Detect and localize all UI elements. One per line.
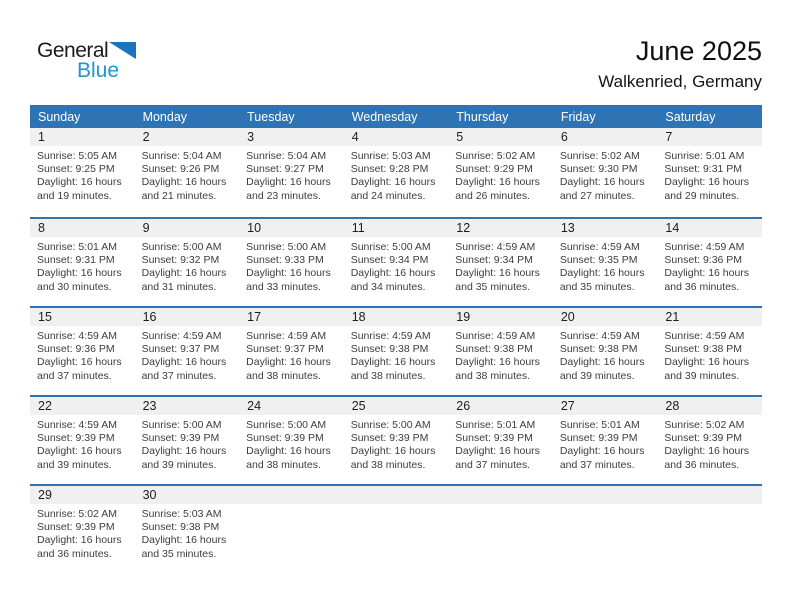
sunrise-text: Sunrise: 4:59 AM xyxy=(350,330,431,342)
day-details xyxy=(657,326,762,383)
sunrise-text: Sunrise: 4:59 AM xyxy=(246,330,327,342)
sunrise-text: Sunrise: 5:01 AM xyxy=(559,419,640,431)
sunrise-text: Sunrise: 5:03 AM xyxy=(141,508,222,520)
day-number: 12 xyxy=(448,219,553,237)
day-cell-4 xyxy=(344,128,449,217)
weekday-header-saturday: Saturday xyxy=(665,109,716,124)
sunrise-text: Sunrise: 4:59 AM xyxy=(455,241,536,253)
day-cell-2 xyxy=(135,128,240,217)
month-title: June 2025 xyxy=(635,36,762,66)
day-number xyxy=(553,486,658,504)
daylight-text: Daylight: 16 hours and 38 minutes. xyxy=(455,356,540,382)
day-cell-29 xyxy=(30,486,135,573)
sunset-text: Sunset: 9:30 PM xyxy=(559,163,638,176)
sunset-text: Sunset: 9:26 PM xyxy=(141,163,220,176)
week-row-3 xyxy=(30,306,762,395)
day-cell-7 xyxy=(657,128,762,217)
page-header xyxy=(0,0,792,105)
sunset-text: Sunset: 9:38 PM xyxy=(455,343,533,356)
sunrise-text: Sunrise: 5:00 AM xyxy=(246,419,327,431)
daylight-text: Daylight: 16 hours and 19 minutes. xyxy=(37,176,122,202)
sunset-text: Sunset: 9:31 PM xyxy=(37,254,115,267)
day-cell-12 xyxy=(448,219,553,306)
daylight-text: Daylight: 16 hours and 36 minutes. xyxy=(664,445,750,471)
calendar-grid xyxy=(30,105,762,573)
daylight-text: Daylight: 16 hours and 24 minutes. xyxy=(350,176,436,202)
day-details xyxy=(30,146,135,203)
day-details xyxy=(553,146,658,203)
sunset-text: Sunset: 9:34 PM xyxy=(350,254,429,267)
day-number: 11 xyxy=(344,219,449,237)
sunrise-text: Sunrise: 5:00 AM xyxy=(141,419,222,431)
day-number: 6 xyxy=(553,128,658,146)
day-details xyxy=(239,146,344,203)
sunset-text: Sunset: 9:38 PM xyxy=(350,343,429,356)
sunset-text: Sunset: 9:39 PM xyxy=(141,432,220,445)
day-cell-26 xyxy=(448,397,553,484)
daylight-text: Daylight: 16 hours and 26 minutes. xyxy=(455,176,540,202)
day-details xyxy=(135,504,240,561)
sunset-text: Sunset: 9:31 PM xyxy=(664,163,743,176)
daylight-text: Daylight: 16 hours and 37 minutes. xyxy=(559,445,645,471)
day-cell-13 xyxy=(553,219,658,306)
day-cell-11 xyxy=(344,219,449,306)
daylight-text: Daylight: 16 hours and 30 minutes. xyxy=(37,267,122,293)
weekday-header-row xyxy=(30,105,762,128)
day-details xyxy=(344,326,449,383)
empty-day-cell xyxy=(448,486,553,573)
day-cell-18 xyxy=(344,308,449,395)
weekday-header-tuesday: Tuesday xyxy=(247,109,295,124)
sunset-text: Sunset: 9:29 PM xyxy=(455,163,533,176)
daylight-text: Daylight: 16 hours and 35 minutes. xyxy=(141,534,227,560)
day-number: 22 xyxy=(30,397,135,415)
day-cell-20 xyxy=(553,308,658,395)
day-number: 19 xyxy=(448,308,553,326)
day-number: 24 xyxy=(239,397,344,415)
day-details xyxy=(657,415,762,472)
day-number: 29 xyxy=(30,486,135,504)
day-details xyxy=(448,415,553,472)
sunrise-text: Sunrise: 4:59 AM xyxy=(664,330,745,342)
sunrise-text: Sunrise: 4:59 AM xyxy=(37,330,117,342)
day-details xyxy=(448,326,553,383)
daylight-text: Daylight: 16 hours and 38 minutes. xyxy=(350,356,436,382)
day-cell-9 xyxy=(135,219,240,306)
day-cell-25 xyxy=(344,397,449,484)
day-number: 16 xyxy=(135,308,240,326)
day-cell-3 xyxy=(239,128,344,217)
day-number: 25 xyxy=(344,397,449,415)
sunrise-text: Sunrise: 4:59 AM xyxy=(559,330,640,342)
sunrise-text: Sunrise: 5:02 AM xyxy=(455,150,536,162)
day-number: 18 xyxy=(344,308,449,326)
sunrise-text: Sunrise: 5:01 AM xyxy=(664,150,745,162)
day-details xyxy=(135,146,240,203)
daylight-text: Daylight: 16 hours and 38 minutes. xyxy=(350,445,436,471)
daylight-text: Daylight: 16 hours and 31 minutes. xyxy=(141,267,227,293)
day-number: 8 xyxy=(30,219,135,237)
weekday-header-wednesday: Wednesday xyxy=(351,109,418,124)
day-details xyxy=(344,237,449,294)
day-cell-1 xyxy=(30,128,135,217)
day-number: 7 xyxy=(657,128,762,146)
day-number: 3 xyxy=(239,128,344,146)
day-number: 27 xyxy=(553,397,658,415)
sunset-text: Sunset: 9:39 PM xyxy=(350,432,429,445)
sunset-text: Sunset: 9:39 PM xyxy=(455,432,533,445)
sunrise-text: Sunrise: 4:59 AM xyxy=(455,330,536,342)
sunrise-text: Sunrise: 5:03 AM xyxy=(350,150,431,162)
day-details xyxy=(30,326,135,383)
day-cell-27 xyxy=(553,397,658,484)
day-number xyxy=(239,486,344,504)
day-number: 30 xyxy=(135,486,240,504)
sunset-text: Sunset: 9:39 PM xyxy=(37,432,115,445)
empty-day-cell xyxy=(239,486,344,573)
daylight-text: Daylight: 16 hours and 36 minutes. xyxy=(37,534,122,560)
day-cell-24 xyxy=(239,397,344,484)
day-cell-8 xyxy=(30,219,135,306)
day-cell-6 xyxy=(553,128,658,217)
day-number: 15 xyxy=(30,308,135,326)
day-cell-15 xyxy=(30,308,135,395)
sunrise-text: Sunrise: 5:04 AM xyxy=(141,150,222,162)
day-number: 17 xyxy=(239,308,344,326)
day-number: 4 xyxy=(344,128,449,146)
day-details xyxy=(239,237,344,294)
title-block xyxy=(598,36,762,92)
daylight-text: Daylight: 16 hours and 38 minutes. xyxy=(246,356,331,382)
daylight-text: Daylight: 16 hours and 35 minutes. xyxy=(559,267,645,293)
daylight-text: Daylight: 16 hours and 34 minutes. xyxy=(350,267,436,293)
daylight-text: Daylight: 16 hours and 27 minutes. xyxy=(559,176,645,202)
sunset-text: Sunset: 9:39 PM xyxy=(246,432,324,445)
day-details xyxy=(657,237,762,294)
daylight-text: Daylight: 16 hours and 33 minutes. xyxy=(246,267,331,293)
sunrise-text: Sunrise: 5:02 AM xyxy=(559,150,640,162)
day-number: 2 xyxy=(135,128,240,146)
sunrise-text: Sunrise: 5:00 AM xyxy=(350,419,431,431)
sunrise-text: Sunrise: 5:02 AM xyxy=(664,419,745,431)
sunrise-text: Sunrise: 5:01 AM xyxy=(455,419,536,431)
daylight-text: Daylight: 16 hours and 37 minutes. xyxy=(141,356,227,382)
sunset-text: Sunset: 9:38 PM xyxy=(664,343,743,356)
day-details xyxy=(657,146,762,203)
day-details xyxy=(448,146,553,203)
day-cell-30 xyxy=(135,486,240,573)
empty-day-cell xyxy=(553,486,658,573)
day-details xyxy=(135,415,240,472)
day-cell-19 xyxy=(448,308,553,395)
daylight-text: Daylight: 16 hours and 38 minutes. xyxy=(246,445,331,471)
sunrise-text: Sunrise: 5:00 AM xyxy=(141,241,222,253)
day-number: 13 xyxy=(553,219,658,237)
day-cell-21 xyxy=(657,308,762,395)
day-number xyxy=(657,486,762,504)
sunrise-text: Sunrise: 4:59 AM xyxy=(664,241,745,253)
sunset-text: Sunset: 9:38 PM xyxy=(141,521,220,534)
week-row-4 xyxy=(30,395,762,484)
day-number: 20 xyxy=(553,308,658,326)
day-cell-17 xyxy=(239,308,344,395)
day-details xyxy=(135,326,240,383)
daylight-text: Daylight: 16 hours and 21 minutes. xyxy=(141,176,227,202)
day-number xyxy=(448,486,553,504)
sunrise-text: Sunrise: 5:02 AM xyxy=(37,508,117,520)
day-number: 26 xyxy=(448,397,553,415)
day-details xyxy=(344,146,449,203)
daylight-text: Daylight: 16 hours and 39 minutes. xyxy=(141,445,227,471)
sunset-text: Sunset: 9:32 PM xyxy=(141,254,220,267)
weekday-header-friday: Friday xyxy=(560,109,596,124)
sunset-text: Sunset: 9:33 PM xyxy=(246,254,324,267)
weekday-header-thursday: Thursday xyxy=(456,109,509,124)
week-row-5 xyxy=(30,484,762,573)
daylight-text: Daylight: 16 hours and 37 minutes. xyxy=(455,445,540,471)
day-details xyxy=(30,504,135,561)
sunset-text: Sunset: 9:37 PM xyxy=(141,343,220,356)
weekday-header-monday: Monday xyxy=(142,109,188,124)
logo-text-blue: Blue xyxy=(77,59,120,82)
sunset-text: Sunset: 9:25 PM xyxy=(37,163,115,176)
daylight-text: Daylight: 16 hours and 29 minutes. xyxy=(664,176,750,202)
day-number: 21 xyxy=(657,308,762,326)
sunset-text: Sunset: 9:36 PM xyxy=(664,254,743,267)
sunrise-text: Sunrise: 5:00 AM xyxy=(246,241,327,253)
daylight-text: Daylight: 16 hours and 39 minutes. xyxy=(664,356,750,382)
day-details xyxy=(135,237,240,294)
day-details xyxy=(553,415,658,472)
general-blue-logo xyxy=(37,40,136,81)
day-number: 5 xyxy=(448,128,553,146)
weekday-header-sunday: Sunday xyxy=(38,109,81,124)
sunset-text: Sunset: 9:28 PM xyxy=(350,163,429,176)
daylight-text: Daylight: 16 hours and 37 minutes. xyxy=(37,356,122,382)
day-number: 28 xyxy=(657,397,762,415)
sunrise-text: Sunrise: 4:59 AM xyxy=(141,330,222,342)
day-details xyxy=(239,415,344,472)
day-number: 10 xyxy=(239,219,344,237)
day-cell-5 xyxy=(448,128,553,217)
day-number: 1 xyxy=(30,128,135,146)
daylight-text: Daylight: 16 hours and 23 minutes. xyxy=(246,176,331,202)
sunset-text: Sunset: 9:37 PM xyxy=(246,343,324,356)
day-cell-14 xyxy=(657,219,762,306)
sunset-text: Sunset: 9:38 PM xyxy=(559,343,638,356)
sunrise-text: Sunrise: 4:59 AM xyxy=(37,419,117,431)
day-number: 23 xyxy=(135,397,240,415)
day-number: 14 xyxy=(657,219,762,237)
daylight-text: Daylight: 16 hours and 36 minutes. xyxy=(664,267,750,293)
empty-day-cell xyxy=(657,486,762,573)
sunset-text: Sunset: 9:39 PM xyxy=(664,432,743,445)
logo-text-general: General xyxy=(37,39,109,62)
sunset-text: Sunset: 9:39 PM xyxy=(37,521,115,534)
empty-day-cell xyxy=(344,486,449,573)
day-details xyxy=(553,237,658,294)
sunrise-text: Sunrise: 5:01 AM xyxy=(37,241,117,253)
day-details xyxy=(30,237,135,294)
sunset-text: Sunset: 9:35 PM xyxy=(559,254,638,267)
day-cell-23 xyxy=(135,397,240,484)
sunrise-text: Sunrise: 5:04 AM xyxy=(246,150,327,162)
day-details xyxy=(30,415,135,472)
location-subtitle: Walkenried, Germany xyxy=(598,72,762,92)
sunrise-text: Sunrise: 4:59 AM xyxy=(559,241,640,253)
daylight-text: Daylight: 16 hours and 39 minutes. xyxy=(37,445,122,471)
day-number xyxy=(344,486,449,504)
sunset-text: Sunset: 9:39 PM xyxy=(559,432,638,445)
day-details xyxy=(553,326,658,383)
day-cell-10 xyxy=(239,219,344,306)
sunset-text: Sunset: 9:27 PM xyxy=(246,163,324,176)
week-row-2 xyxy=(30,217,762,306)
day-details xyxy=(344,415,449,472)
sunrise-text: Sunrise: 5:05 AM xyxy=(37,150,117,162)
day-cell-22 xyxy=(30,397,135,484)
day-cell-16 xyxy=(135,308,240,395)
sunrise-text: Sunrise: 5:00 AM xyxy=(350,241,431,253)
sunset-text: Sunset: 9:34 PM xyxy=(455,254,533,267)
day-cell-28 xyxy=(657,397,762,484)
daylight-text: Daylight: 16 hours and 35 minutes. xyxy=(455,267,540,293)
day-details xyxy=(239,326,344,383)
week-row-1 xyxy=(30,128,762,217)
day-number: 9 xyxy=(135,219,240,237)
weeks-container xyxy=(30,128,762,573)
daylight-text: Daylight: 16 hours and 39 minutes. xyxy=(559,356,645,382)
sunset-text: Sunset: 9:36 PM xyxy=(37,343,115,356)
day-details xyxy=(448,237,553,294)
